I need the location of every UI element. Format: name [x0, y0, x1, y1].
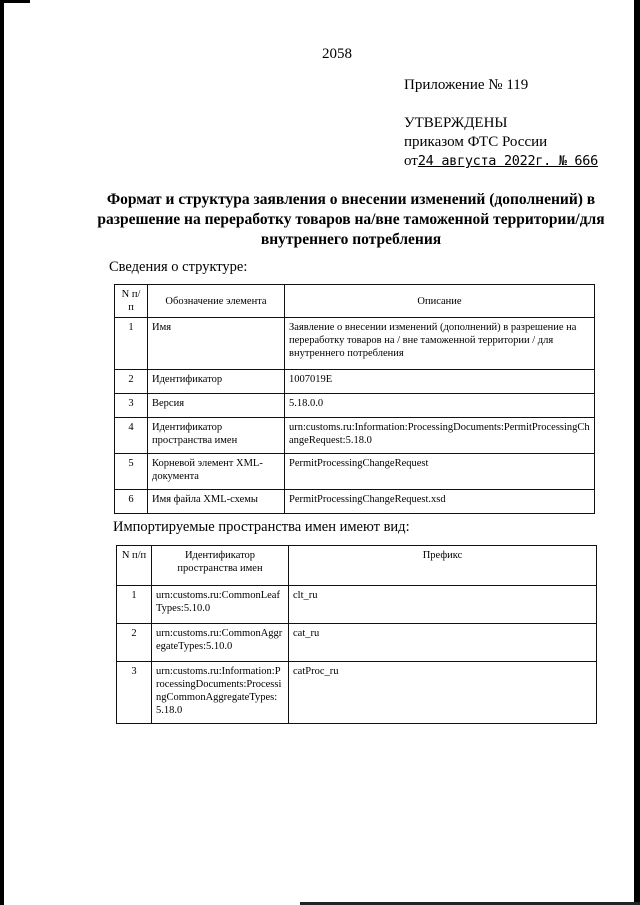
namespace-prefix: cat_ru — [289, 624, 597, 662]
element-description: 1007019E — [285, 370, 595, 394]
order-from-prefix: от — [404, 153, 418, 169]
element-description: PermitProcessingChangeRequest — [285, 454, 595, 490]
table-row — [115, 418, 595, 454]
element-name: Имя — [148, 318, 285, 370]
table-header-row — [117, 546, 597, 586]
column-header: Обозначение элемента — [148, 285, 285, 318]
imports-table — [116, 545, 597, 724]
structure-table — [114, 284, 595, 514]
element-name: Корневой элемент XML-документа — [148, 454, 285, 490]
element-name: Идентификатор — [148, 370, 285, 394]
row-number: 4 — [115, 418, 148, 454]
namespace-id: urn:customs.ru:CommonLeafTypes:5.10.0 — [152, 586, 289, 624]
column-header: N п/п — [117, 546, 152, 586]
imports-section-label: Импортируемые пространства имен имеют вид: — [113, 519, 410, 535]
element-description: urn:customs.ru:Information:ProcessingDocuments:PermitProcessingChangeRequest:5.18.0 — [285, 418, 595, 454]
table-row — [115, 454, 595, 490]
annex-number: Приложение № 119 — [404, 77, 529, 93]
document-title: Формат и структура заявления о внесении изменений (дополнений) в разрешение на переработку товаров на/вне таможенной территории/для внутреннего потребления — [97, 191, 605, 248]
namespace-prefix: catProc_ru — [289, 662, 597, 724]
page-number: 2058 — [322, 46, 352, 62]
element-description: Заявление о внесении изменений (дополнений) в разрешение на переработку товаров на / вне таможенной территории / для внутреннего потребления — [285, 318, 595, 370]
row-number: 2 — [115, 370, 148, 394]
row-number: 6 — [115, 490, 148, 514]
element-description: PermitProcessingChangeRequest.xsd — [285, 490, 595, 514]
row-number: 1 — [115, 318, 148, 370]
scan-edge-right — [634, 0, 640, 905]
scan-edge-left — [0, 0, 4, 905]
table-row — [117, 586, 597, 624]
table-row — [115, 370, 595, 394]
column-header: Описание — [285, 285, 595, 318]
namespace-id: urn:customs.ru:Information:ProcessingDocuments:ProcessingCommonAggregateTypes:5.18.0 — [152, 662, 289, 724]
namespace-id: urn:customs.ru:CommonAggregateTypes:5.10.0 — [152, 624, 289, 662]
row-number: 1 — [117, 586, 152, 624]
table-row — [115, 394, 595, 418]
table-row — [115, 490, 595, 514]
row-number: 3 — [115, 394, 148, 418]
row-number: 3 — [117, 662, 152, 724]
structure-section-label: Сведения о структуре: — [109, 259, 248, 275]
table-header-row — [115, 285, 595, 318]
order-issuer: приказом ФТС России — [404, 134, 548, 150]
namespace-prefix: clt_ru — [289, 586, 597, 624]
table-row — [117, 662, 597, 724]
element-name: Версия — [148, 394, 285, 418]
approval-header — [404, 76, 598, 171]
column-header: Префикс — [289, 546, 597, 586]
table-row — [117, 624, 597, 662]
scan-edge-top — [0, 0, 30, 3]
row-number: 2 — [117, 624, 152, 662]
order-date-line — [404, 152, 598, 171]
approved-label: УТВЕРЖДЕНЫ — [404, 115, 508, 131]
order-date-number: 24 августа 2022г. № 666 — [417, 153, 598, 169]
column-header: N п/п — [115, 285, 148, 318]
element-name: Идентификатор пространства имен — [148, 418, 285, 454]
table-row — [115, 318, 595, 370]
row-number: 5 — [115, 454, 148, 490]
column-header: Идентификатор пространства имен — [152, 546, 289, 586]
element-description: 5.18.0.0 — [285, 394, 595, 418]
element-name: Имя файла XML-схемы — [148, 490, 285, 514]
